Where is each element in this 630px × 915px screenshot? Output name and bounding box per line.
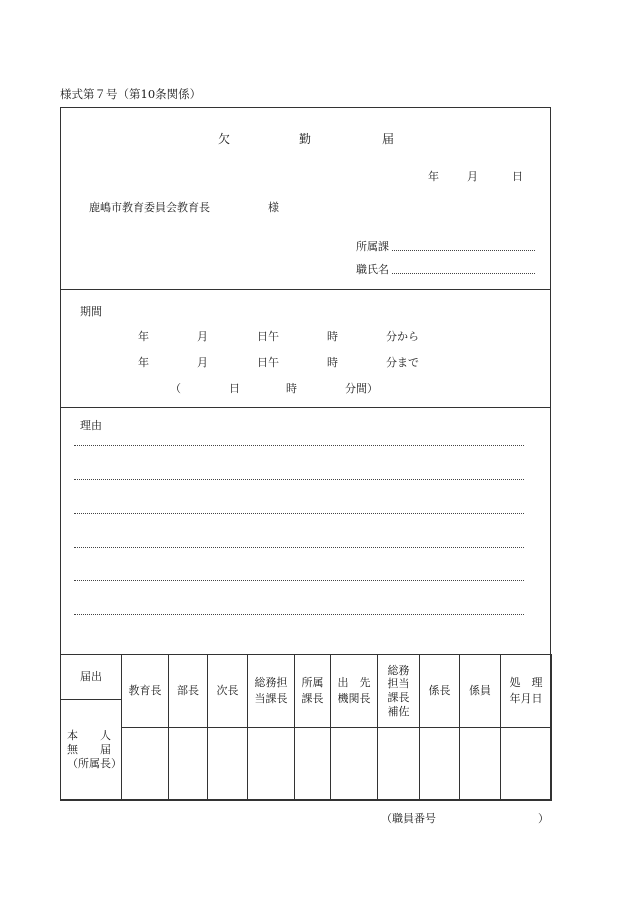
staff-number-close: ） xyxy=(538,812,549,825)
stamp-cell[interactable] xyxy=(501,728,552,801)
reason-line[interactable] xyxy=(74,614,524,615)
stamp-cell[interactable] xyxy=(295,728,331,801)
title-name-field[interactable] xyxy=(392,273,535,274)
reason-line[interactable] xyxy=(74,479,524,480)
period-from-minute: 分から xyxy=(386,330,419,343)
period-from-hour: 時 xyxy=(327,330,338,343)
period-to-hour: 時 xyxy=(327,356,338,369)
period-to-year: 年 xyxy=(138,356,149,369)
period-to-month: 月 xyxy=(197,356,208,369)
period-total-day: 日 xyxy=(229,382,240,395)
row-label-notification: 届出 xyxy=(61,655,122,700)
stamp-cell[interactable] xyxy=(420,728,460,801)
reason-line[interactable] xyxy=(74,547,524,548)
header-superintendent: 教育長 xyxy=(122,655,169,728)
addressee-name: 鹿嶋市教育委員会教育長 xyxy=(89,201,210,214)
stamp-cell[interactable] xyxy=(378,728,420,801)
header-assistant-manager: 総務 担当 課長 補佐 xyxy=(378,655,420,728)
header-deputy: 次長 xyxy=(208,655,248,728)
period-from-day-ampm: 日午 xyxy=(257,330,279,343)
header-subsection-chief: 係長 xyxy=(420,655,460,728)
reason-label: 理由 xyxy=(80,419,102,432)
period-total-open: （ xyxy=(170,382,181,395)
header-general-affairs-manager: 総務担 当課長 xyxy=(248,655,295,728)
date-month-label: 月 xyxy=(467,170,478,183)
period-total-minute: 分間） xyxy=(345,382,378,395)
period-label: 期間 xyxy=(80,305,102,318)
date-day-label: 日 xyxy=(512,170,523,183)
title-name-label: 職氏名 xyxy=(356,263,389,276)
period-from-year: 年 xyxy=(138,330,149,343)
stamp-cell[interactable] xyxy=(460,728,501,801)
title-char: 届 xyxy=(382,132,395,146)
header-staff: 係員 xyxy=(460,655,501,728)
header-department-head: 部長 xyxy=(169,655,208,728)
approval-table xyxy=(60,654,552,801)
row-label-unnotified: 本 人 無 届 （所属長） xyxy=(61,700,122,801)
header-section-chief: 所属 課長 xyxy=(295,655,331,728)
addressee-honorific: 様 xyxy=(268,201,279,214)
stamp-cell[interactable] xyxy=(248,728,295,801)
header-branch-head: 出 先 機関長 xyxy=(331,655,378,728)
title-char: 欠 xyxy=(218,132,231,146)
stamp-cell[interactable] xyxy=(331,728,378,801)
section-divider xyxy=(61,289,550,290)
date-year-label: 年 xyxy=(428,170,439,183)
title-char: 勤 xyxy=(299,132,312,146)
stamp-cell[interactable] xyxy=(122,728,169,801)
reason-line[interactable] xyxy=(74,513,524,514)
form-number-label: 様式第７号（第10条関係） xyxy=(60,87,202,101)
period-from-month: 月 xyxy=(197,330,208,343)
stamp-cell[interactable] xyxy=(208,728,248,801)
period-total-hour: 時 xyxy=(286,382,297,395)
staff-number-label: （職員番号 xyxy=(381,812,436,825)
period-to-day-ampm: 日午 xyxy=(257,356,279,369)
section-divider xyxy=(61,407,550,408)
department-label: 所属課 xyxy=(356,240,389,253)
reason-line[interactable] xyxy=(74,445,524,446)
reason-line[interactable] xyxy=(74,580,524,581)
stamp-cell[interactable] xyxy=(169,728,208,801)
department-field[interactable] xyxy=(392,250,535,251)
header-processing-date: 処 理 年月日 xyxy=(501,655,552,728)
period-to-minute: 分まで xyxy=(386,356,419,369)
